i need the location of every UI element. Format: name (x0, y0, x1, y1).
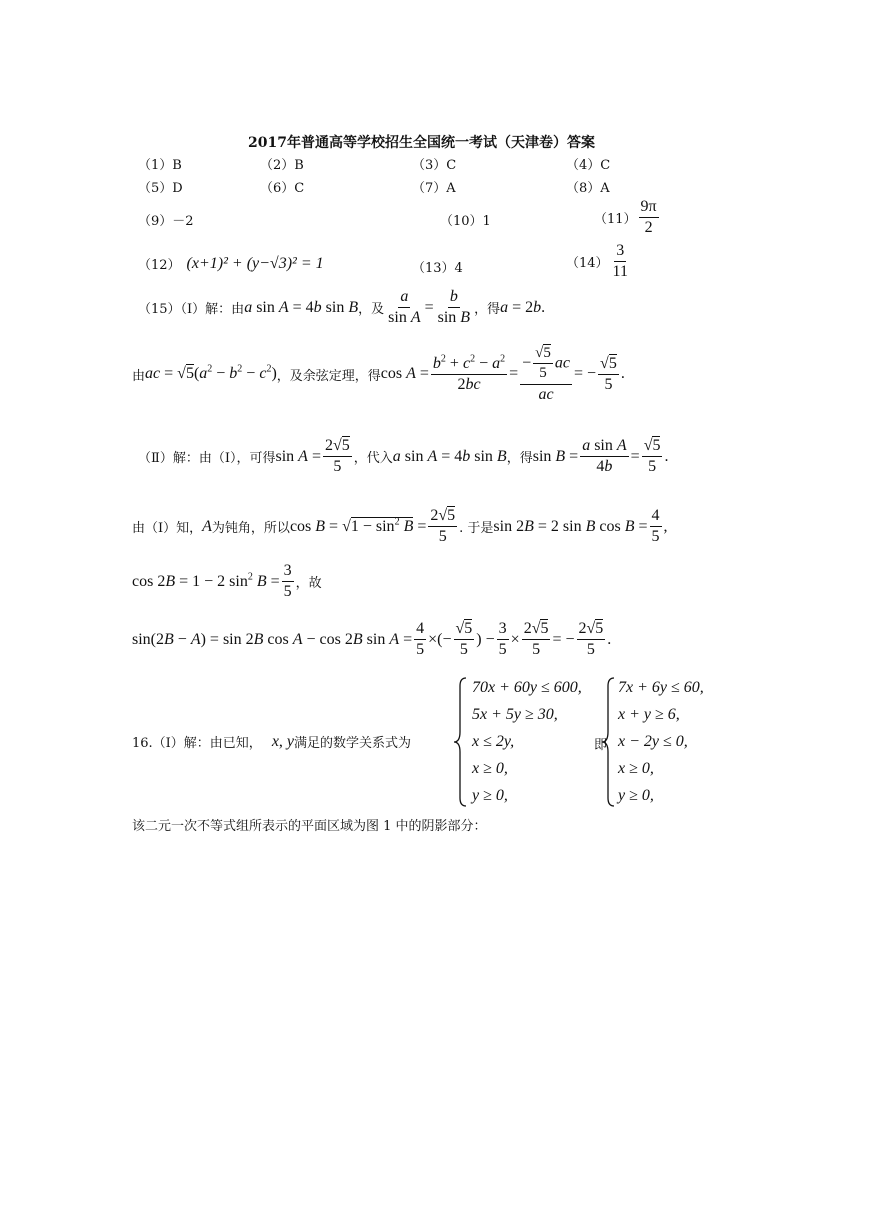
q16-lead: 16.（Ⅰ）解：由已知， x , y 满足的数学关系式为 (132, 732, 412, 751)
answer-12: （12） (x+1)² + (y−√3)² = 1 (138, 254, 324, 273)
inequality-system-1: 70x + 60y ≤ 600, 5x + 5y ≥ 30, x ≤ 2y, x ≥ 0, y ≥ 0, (472, 679, 582, 804)
answer-2: （2）B (260, 158, 304, 173)
answer-7: （7）A (412, 181, 456, 196)
answer-6: （6）C (260, 181, 305, 196)
q15-part2-line1: （Ⅱ）解：由（Ⅰ），可得 sin A = $\frac{2√5}{5}$ ，代入 a sin A = 4b sin B ，得 sin B = $\frac{\text{a sin A}}{4b}$ = $\frac{√5}{5}$ . (138, 437, 669, 476)
answer-5: （5）D (138, 181, 183, 196)
answer-8: （8）A (566, 181, 610, 196)
q15-part1-line1: （15）（Ⅰ）解：由 a sin A = 4b sin B ，及 $\frac{a}{\text{sin A}}$ = $\frac{b}{\text{sin B}}$ ，得 a = 2b. (138, 288, 546, 327)
answer-11: （11） $\frac{9\pi}{2}$ (594, 198, 657, 237)
fraction: $\frac{9\pi}{2}$ (640, 198, 657, 237)
q15-part2-line3: cos 2B = 1 − 2 $\sin^2 B$ = $\frac{3}{5}$ ，故 (132, 562, 322, 601)
q15-part2-line4: sin(2B − A) = sin 2B cos A − cos 2B sin A = $\frac{4}{5}$ ×(− $\frac{√5}{5}$ ) − $\frac{3}{5}$ × $\frac{2√5}{5}$ = − $\frac{2√5}{5}$ . (132, 620, 612, 659)
answer-3: （3）C (412, 158, 457, 173)
answer-4: （4）C (566, 158, 611, 173)
answer-13: （13）4 (412, 261, 463, 276)
q16-conclusion: 该二元一次不等式组所表示的平面区域为图 1 中的阴影部分： (132, 819, 487, 834)
answer-9: （9）－2 (138, 214, 194, 229)
q15-part1-line2: 由 ac = $√5(a^2 - b^2 - c^2)$ ，及余弦定理，得 cos A = $\frac{b^2 + c^2 - a^2}{2bc}$ = − $\frac{√5}{5}$ ac ac = − $\frac{√5}{5}$ . (132, 345, 625, 403)
inequality-system-2: 7x + 6y ≤ 60, x + y ≥ 6, x − 2y ≤ 0, x ≥ 0, y ≥ 0, (618, 679, 704, 804)
left-brace (600, 676, 618, 808)
answer-14: （14） $\frac{3}{11}$ (566, 242, 628, 281)
page-title: 2017年普通高等学校招生全国统一考试（天津卷）答案 (248, 135, 595, 151)
left-brace (452, 676, 470, 808)
answer-10: （10）1 (440, 214, 491, 229)
fraction: $\frac{3}{11}$ (612, 242, 628, 281)
circle-equation: (x+1)² + (y−√3)² = 1 (186, 254, 324, 272)
q15-part2-line2: 由（Ⅰ）知， A 为钝角，所以 $\cos B = √1 - \sin^2 B$ = $\frac{2√5}{5}$ . 于是 sin 2B = 2 sin B cos B = $\frac{4}{5}$ , (132, 507, 668, 546)
ji-label: 即 (594, 738, 608, 753)
answer-1: （1）B (138, 158, 182, 173)
